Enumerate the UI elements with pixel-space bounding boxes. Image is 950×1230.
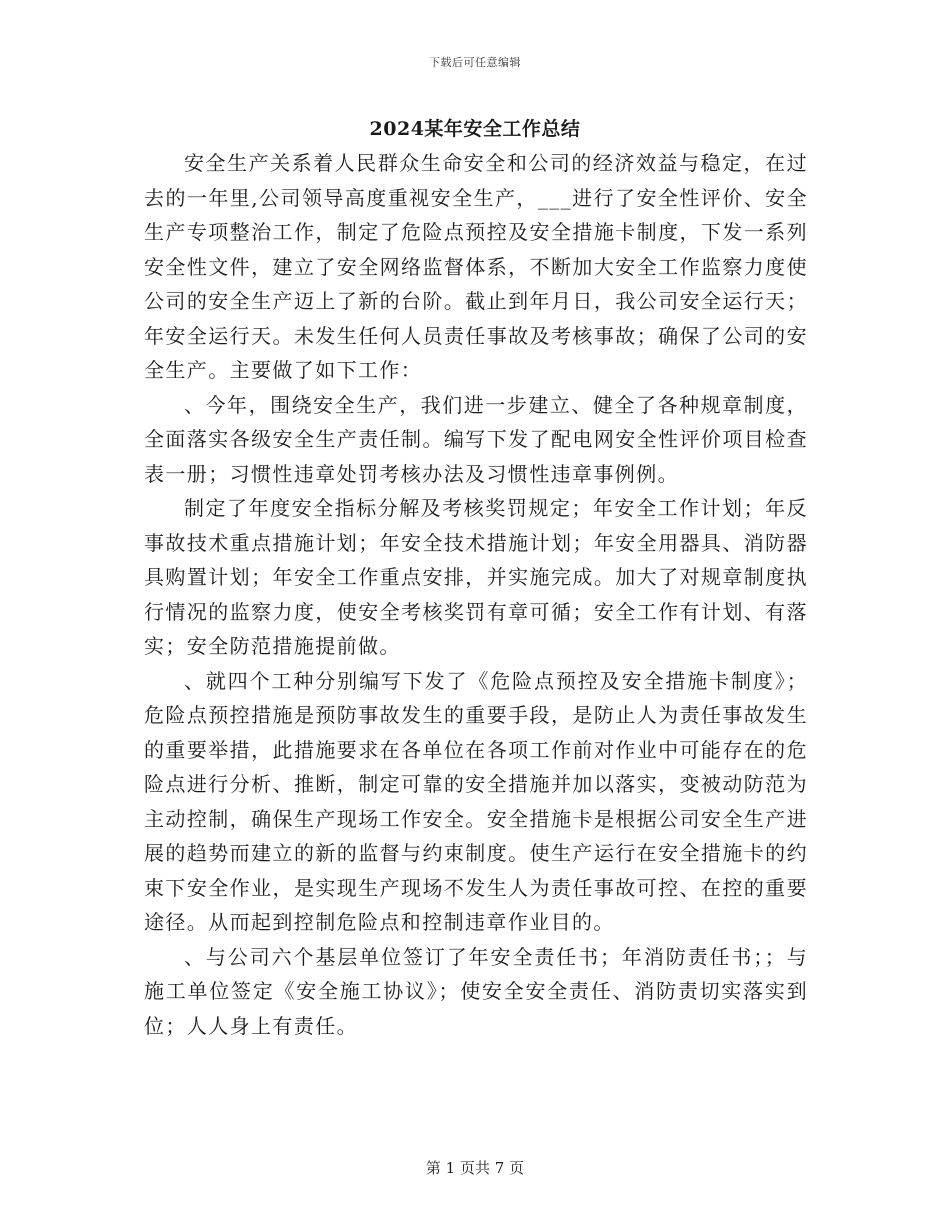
paragraph-risk-control: 、就四个工种分别编写下发了《危险点预控及安全措施卡制度》；危险点预控措施是预防事故发生的重要手段，是防止人为责任事故发生的重要举措，此措施要求在各单位在各项工作前对作业中可能存在的危险点进行分析、推断，制定可靠的安全措施并加以落实，变被动防范为主动控制，确保生产现场工作安全。安全措施卡是根据公司安全生产进展的趋势而建立的新的监督与约束制度。使生产运行在安全措施卡的约束下安全作业，是实现生产现场不发生人为责任事故可控、在控的重要途径。从而起到控制危险点和控制违章作业目的。	[144, 668, 808, 934]
paragraph-intro: 安全生产关系着人民群众生命安全和公司的经济效益与稳定，在过去的一年里,公司领导高度重视安全生产，___进行了安全性评价、安全生产专项整治工作，制定了危险点预控及安全措施卡制度，下发一系列安全性文件，建立了安全网络监督体系，不断加大安全工作监察力度使公司的安全生产迈上了新的台阶。截止到年月日，我公司安全运行天；年安全运行天。未发生任何人员责任事故及考核事故；确保了公司的安全生产。主要做了如下工作：	[144, 151, 808, 382]
page-number: 第 1 页共 7 页	[425, 1159, 525, 1177]
paragraph-responsibility: 、与公司六个基层单位签订了年安全责任书；年消防责任书；；与施工单位签定《安全施工协议》；使安全安全责任、消防责切实落实到位；人人身上有责任。	[144, 944, 808, 1038]
paragraph-plans: 制定了年度安全指标分解及考核奖罚规定；年安全工作计划；年反事故技术重点措施计划；年安全技术措施计划；年安全用器具、消防器具购置计划；年安全工作重点安排，并实施完成。加大了对规章制度执行情况的监察力度，使安全考核奖罚有章可循；安全工作有计划、有落实；安全防范措施提前做。	[144, 496, 808, 658]
header-note: 下载后可任意编辑	[429, 56, 521, 69]
document-title: 2024某年安全工作总结	[369, 118, 581, 140]
paragraph-rules: 、今年，围绕安全生产，我们进一步建立、健全了各种规章制度，全面落实各级安全生产责任制。编写下发了配电网安全性评价项目检查表一册；习惯性违章处罚考核办法及习惯性违章事例例。	[144, 392, 808, 486]
document-body	[144, 146, 808, 1043]
